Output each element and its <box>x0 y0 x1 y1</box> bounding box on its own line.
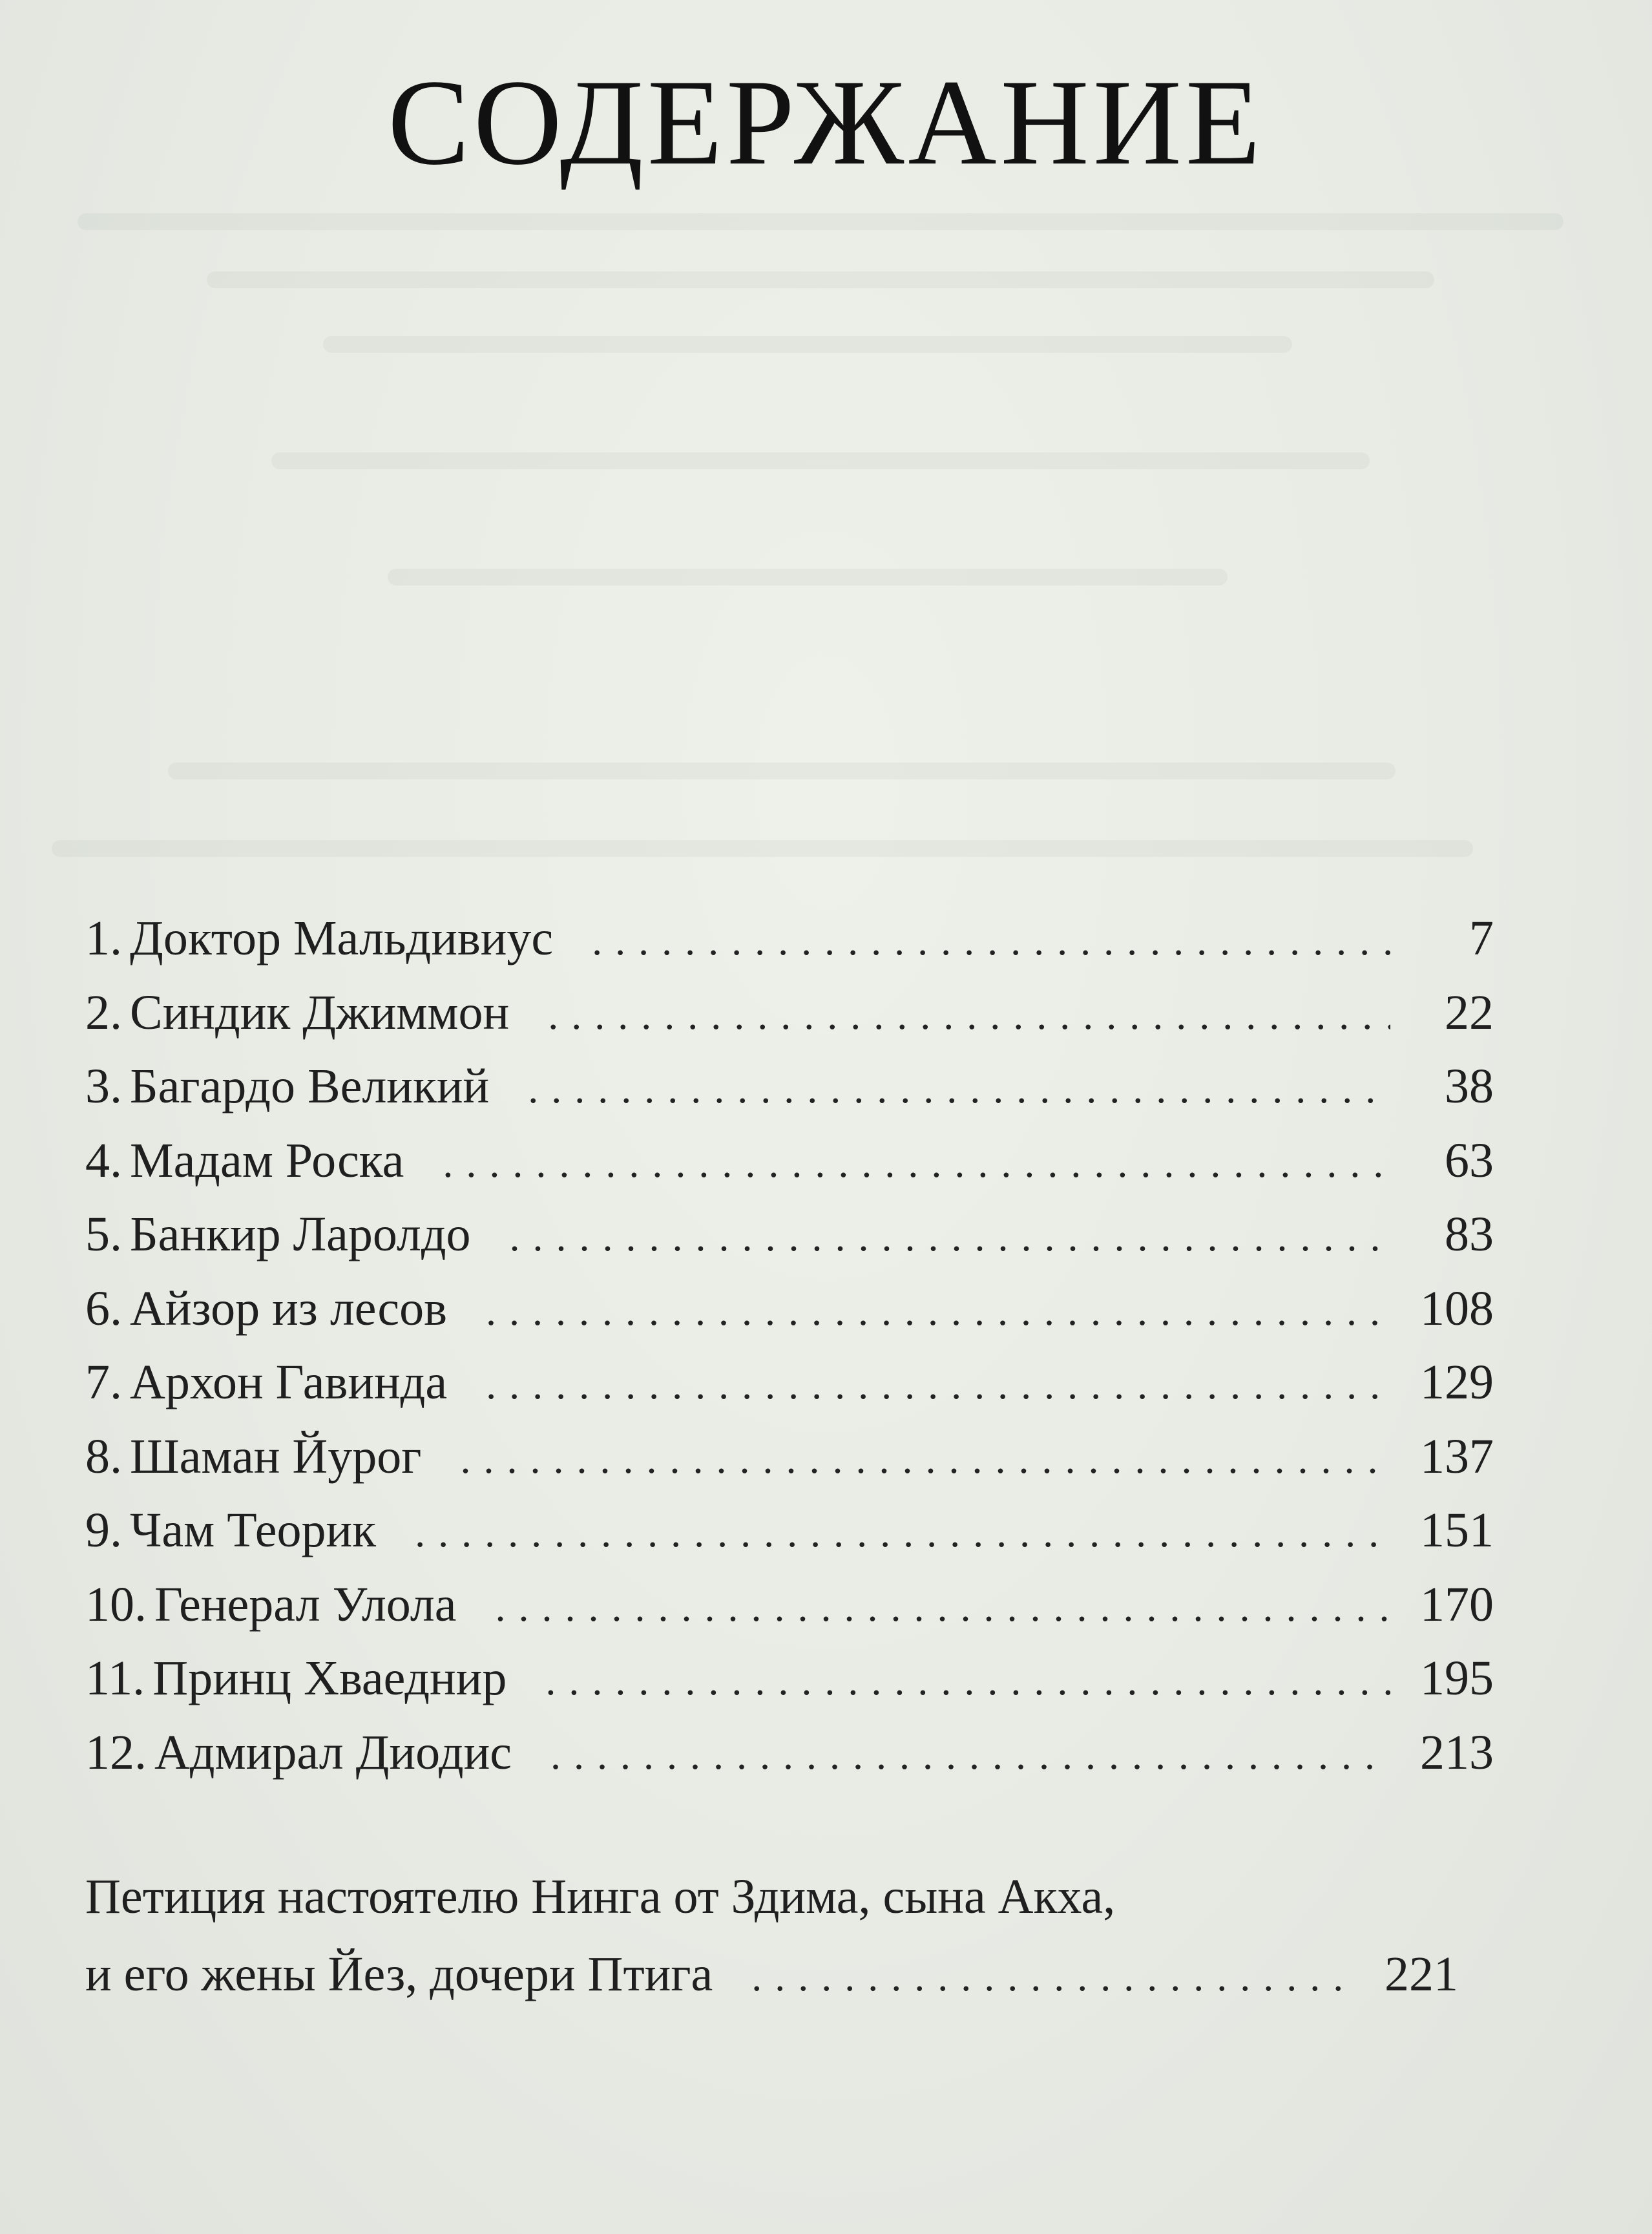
table-of-contents <box>85 901 1494 1789</box>
dot-leader <box>550 1718 1390 1793</box>
dot-leader <box>486 1348 1390 1422</box>
entry-title: Багардо Великий <box>130 1059 490 1113</box>
toc-entry[interactable] <box>85 901 1494 976</box>
dot-leader <box>486 1274 1390 1349</box>
show-through-line <box>168 763 1396 779</box>
dot-leader <box>545 1644 1390 1718</box>
entry-title: Адмирал Диодис <box>154 1725 512 1780</box>
entry-title: Синдик Джиммон <box>130 985 510 1040</box>
entry-page: 129 <box>1420 1355 1494 1409</box>
entry-page: 195 <box>1420 1651 1494 1705</box>
toc-entry[interactable] <box>85 1568 1494 1642</box>
entry-title: Шаман Йурог <box>130 1429 422 1484</box>
entry-title: Банкир Ларолдо <box>130 1207 471 1261</box>
show-through-line <box>271 452 1370 469</box>
appendix-title-line2: и его жены Йез, дочери Птига <box>85 1947 713 2001</box>
entry-number: 7. <box>85 1355 122 1409</box>
dot-leader <box>495 1570 1390 1645</box>
toc-entry[interactable] <box>85 1716 1494 1790</box>
entry-number: 12. <box>85 1725 147 1780</box>
toc-entry[interactable] <box>85 976 1494 1050</box>
page-title: СОДЕРЖАНИЕ <box>387 55 1265 191</box>
toc-entry[interactable] <box>85 1641 1494 1716</box>
toc-entry[interactable] <box>85 1124 1494 1198</box>
entry-page: 38 <box>1445 1059 1494 1113</box>
appendix-row <box>85 1935 1458 2016</box>
appendix-page: 221 <box>1385 1947 1458 2001</box>
dot-leader <box>751 1938 1355 2016</box>
entry-title: Доктор Мальдивиус <box>130 911 554 965</box>
dot-leader <box>460 1422 1390 1497</box>
show-through-line <box>52 840 1473 857</box>
entry-page: 137 <box>1420 1429 1494 1484</box>
entry-page: 83 <box>1445 1207 1494 1261</box>
entry-number: 9. <box>85 1503 122 1557</box>
entry-number: 10. <box>85 1577 147 1632</box>
show-through-line <box>388 569 1228 585</box>
entry-number: 2. <box>85 985 122 1040</box>
entry-page: 7 <box>1469 911 1494 965</box>
entry-title: Чам Теорик <box>130 1503 377 1557</box>
toc-entry[interactable] <box>85 1493 1494 1568</box>
entry-page: 151 <box>1420 1503 1494 1557</box>
entry-title: Генерал Улола <box>154 1577 457 1632</box>
entry-number: 8. <box>85 1429 122 1484</box>
entry-page: 170 <box>1420 1577 1494 1632</box>
dot-leader <box>443 1126 1390 1201</box>
entry-number: 4. <box>85 1133 122 1188</box>
dot-leader <box>528 1052 1390 1126</box>
appendix-title-line1: Петиция настоятелю Нинга от Здима, сына Акха, <box>85 1870 1116 1924</box>
entry-title: Принц Хваеднир <box>152 1651 507 1705</box>
entry-page: 63 <box>1445 1133 1494 1188</box>
dot-leader <box>415 1496 1390 1570</box>
dot-leader <box>592 904 1390 978</box>
appendix-entry[interactable] <box>85 1858 1494 2016</box>
toc-entry[interactable] <box>85 1420 1494 1494</box>
entry-page: 22 <box>1445 985 1494 1040</box>
entry-page: 213 <box>1420 1725 1494 1780</box>
toc-entry[interactable] <box>85 1049 1494 1124</box>
entry-page: 108 <box>1420 1281 1494 1336</box>
dot-leader <box>510 1200 1390 1274</box>
entry-title: Айзор из лесов <box>130 1281 447 1336</box>
entry-number: 11. <box>85 1651 145 1705</box>
entry-number: 6. <box>85 1281 122 1336</box>
entry-title: Архон Гавинда <box>130 1355 448 1409</box>
dot-leader <box>548 978 1390 1053</box>
show-through-line <box>207 271 1434 288</box>
toc-entry[interactable] <box>85 1345 1494 1420</box>
toc-entry[interactable] <box>85 1272 1494 1346</box>
entry-title: Мадам Роска <box>130 1133 404 1188</box>
entry-number: 3. <box>85 1059 122 1113</box>
show-through-line <box>78 213 1563 230</box>
toc-entry[interactable] <box>85 1197 1494 1272</box>
entry-number: 5. <box>85 1207 122 1261</box>
show-through-line <box>323 336 1292 353</box>
entry-number: 1. <box>85 911 122 965</box>
